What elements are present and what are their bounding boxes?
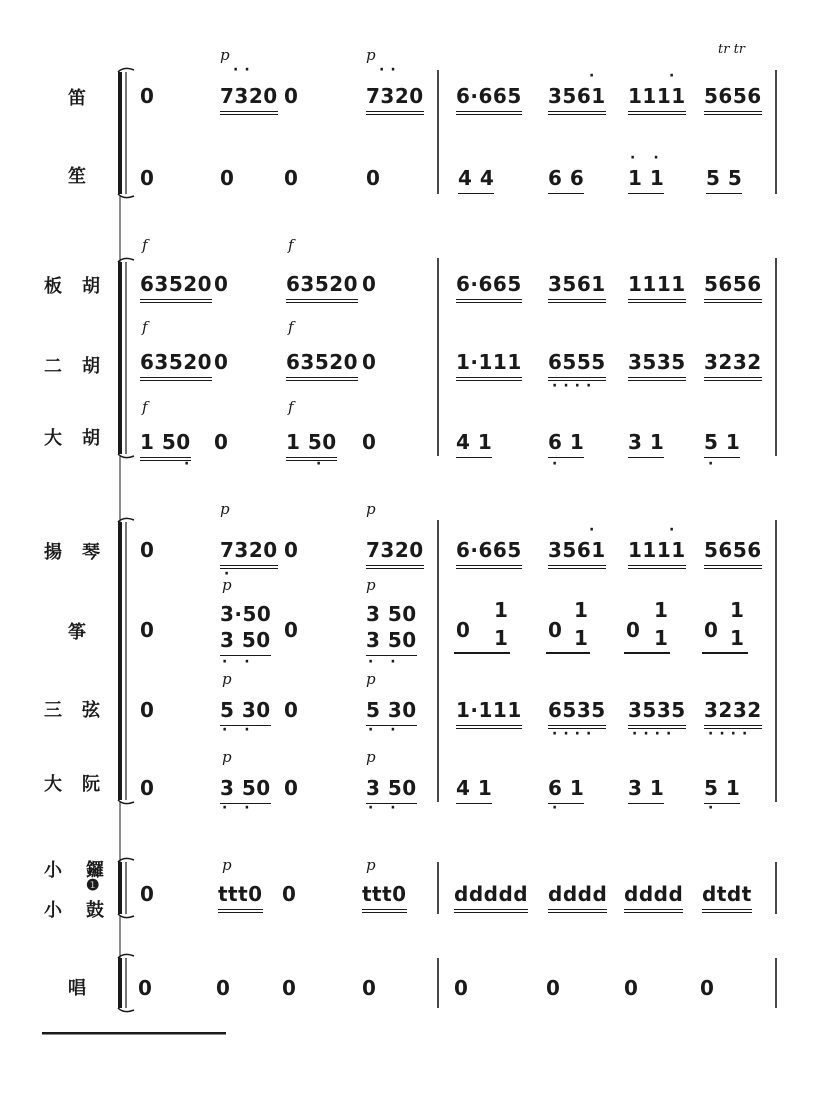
note-cell: 3 1 xyxy=(628,776,664,804)
note-cell: 0 xyxy=(284,618,299,642)
label-banhu-1: 板 xyxy=(44,276,62,297)
dot-mark: · xyxy=(184,456,196,472)
note-cell: 1·111 xyxy=(456,698,522,729)
dot-mark: · xyxy=(316,456,328,472)
note-cell: 3561 xyxy=(548,538,606,569)
note-cell: 1 1 xyxy=(628,166,664,194)
dot-mark: · · xyxy=(222,800,256,816)
group-bracket-vocal xyxy=(118,958,122,1008)
dyn-p: p xyxy=(366,748,376,766)
note-cell: 0 xyxy=(140,882,155,906)
note-cell: 0 xyxy=(140,618,155,642)
dot-mark: · xyxy=(552,800,564,816)
note-cell: 1 xyxy=(654,626,669,650)
note-cell: ttt0 xyxy=(362,882,407,913)
group-bracket-huqin xyxy=(118,262,122,454)
note-cell: 0 xyxy=(140,698,155,722)
dyn-f: f xyxy=(142,236,148,254)
note-cell: 3561 xyxy=(548,84,606,115)
note-cell: 1 xyxy=(730,598,745,622)
note-cell: 63520 xyxy=(286,350,358,381)
label-daruan-2: 阮 xyxy=(82,774,100,795)
note-cell: 1·111 xyxy=(456,350,522,381)
label-yangqin-2: 琴 xyxy=(82,542,100,563)
dot-mark: · xyxy=(669,522,681,538)
note-cell: 0 xyxy=(140,84,155,108)
note-cell: 1 xyxy=(494,626,509,650)
dot-mark: ·· xyxy=(630,150,677,166)
dyn-f: f xyxy=(288,398,294,416)
note-cell: 6·665 xyxy=(456,272,522,303)
label-sanxian-1: 三 xyxy=(44,700,62,721)
note-cell: 7320 xyxy=(220,84,278,115)
note-cell: 1 xyxy=(730,626,745,650)
dyn-p: p xyxy=(222,748,232,766)
note-cell: 0 xyxy=(138,976,153,1000)
note-cell: 0 xyxy=(362,976,377,1000)
group-bracket-winds xyxy=(118,72,122,194)
dot-mark: · xyxy=(224,566,236,582)
dyn-f: f xyxy=(288,236,294,254)
dot-mark: ···· xyxy=(632,726,678,742)
note-cell: 63520 xyxy=(140,350,212,381)
note-cell: 0 xyxy=(456,618,471,642)
dot-mark: · xyxy=(708,456,720,472)
note-cell: dddd xyxy=(548,882,607,913)
note-cell: 4 4 xyxy=(458,166,494,194)
note-cell: 1 xyxy=(574,598,589,622)
note-cell: 1111 xyxy=(628,538,686,569)
note-cell: 5656 xyxy=(704,538,762,569)
dot-mark: · xyxy=(708,800,720,816)
note-cell: 1111 xyxy=(628,272,686,303)
note-cell: 1 xyxy=(574,626,589,650)
dot-mark: · xyxy=(589,68,601,84)
note-cell: 0 xyxy=(220,166,235,190)
note-cell: 0 xyxy=(362,430,377,454)
label-yangqin-1: 揚 xyxy=(44,542,62,563)
note-cell: 0 xyxy=(284,84,299,108)
note-cell: 6535 xyxy=(548,698,606,729)
note-cell: 5656 xyxy=(704,272,762,303)
note-cell: ttt0 xyxy=(218,882,263,913)
note-cell: 0 xyxy=(282,976,297,1000)
note-cell: 7320 xyxy=(366,538,424,569)
underline xyxy=(546,652,590,654)
note-cell: 0 xyxy=(214,430,229,454)
note-cell: 6·665 xyxy=(456,538,522,569)
label-banhu-2: 胡 xyxy=(82,276,100,297)
label-dizi: 笛 xyxy=(68,88,86,109)
dyn-p: p xyxy=(366,670,376,688)
underline xyxy=(624,652,670,654)
dot-mark: · · xyxy=(368,722,402,738)
label-xiaogu-2: 鼓 xyxy=(86,900,104,921)
dot-mark: ···· xyxy=(552,378,598,394)
note-cell: 0 xyxy=(140,538,155,562)
note-cell: 3 50 xyxy=(366,776,417,804)
label-dahu-2: 胡 xyxy=(82,428,100,449)
label-xiaogu-1: 小 xyxy=(44,900,62,921)
perc-marker-icon: ❶ xyxy=(86,876,100,894)
note-cell: 0 xyxy=(284,698,299,722)
note-cell: 3535 xyxy=(628,698,686,729)
dot-mark: · xyxy=(589,522,601,538)
dyn-p: p xyxy=(222,576,232,594)
dyn-p: p xyxy=(366,576,376,594)
dyn-p: p xyxy=(366,46,376,64)
note-cell: 0 xyxy=(362,272,377,296)
note-cell: 0 xyxy=(366,166,381,190)
note-cell: 3 50 xyxy=(220,628,271,656)
note-cell: 0 xyxy=(546,976,561,1000)
note-cell: 1 50 xyxy=(140,430,191,461)
note-cell: 1111 xyxy=(628,84,686,115)
note-cell: 6 6 xyxy=(548,166,584,194)
label-sanxian-2: 弦 xyxy=(82,700,100,721)
dot-mark: · xyxy=(669,68,681,84)
note-cell: ddddd xyxy=(454,882,528,913)
note-cell: 6555 xyxy=(548,350,606,381)
label-xiaoluo-1: 小 xyxy=(44,860,62,881)
note-cell: 0 xyxy=(626,618,641,642)
trill-mark: tr tr xyxy=(718,42,746,57)
note-cell: 0 xyxy=(214,350,229,374)
note-cell: 6 1 xyxy=(548,776,584,804)
note-cell: 0 xyxy=(284,166,299,190)
note-cell: 4 1 xyxy=(456,776,492,804)
dot-mark: ···· xyxy=(552,726,598,742)
note-cell: 5 30 xyxy=(220,698,271,726)
dot-mark: · · xyxy=(222,654,256,670)
note-cell: 0 xyxy=(454,976,469,1000)
note-cell: 7320 xyxy=(366,84,424,115)
note-cell: 3561 xyxy=(548,272,606,303)
dyn-p: p xyxy=(222,856,232,874)
note-cell: 3 50 xyxy=(220,776,271,804)
note-cell: 0 xyxy=(284,538,299,562)
dyn-p: p xyxy=(366,500,376,518)
note-cell: 63520 xyxy=(286,272,358,303)
note-cell: 5 1 xyxy=(704,430,740,458)
note-cell: 3535 xyxy=(628,350,686,381)
dyn-p: p xyxy=(220,500,230,518)
note-cell: dddd xyxy=(624,882,683,913)
note-cell: 3 50 xyxy=(366,628,417,656)
dot-mark: · · xyxy=(368,654,402,670)
note-cell: 0 xyxy=(700,976,715,1000)
dyn-p: p xyxy=(222,670,232,688)
label-erhu-1: 二 xyxy=(44,356,62,377)
dyn-p: p xyxy=(366,856,376,874)
dyn-p: p xyxy=(220,46,230,64)
dot-mark: ·· xyxy=(379,62,402,78)
label-dahu-1: 大 xyxy=(44,428,62,449)
note-cell: 3232 xyxy=(704,698,762,729)
note-cell: 0 xyxy=(140,776,155,800)
group-bracket-perc xyxy=(118,862,122,914)
note-cell: 5 5 xyxy=(706,166,742,194)
note-cell: 0 xyxy=(704,618,719,642)
note-cell: 0 xyxy=(362,350,377,374)
dot-mark: ···· xyxy=(708,726,754,742)
footnote-rule xyxy=(42,1032,226,1035)
note-cell: 5 30 xyxy=(366,698,417,726)
note-cell: 1 50 xyxy=(286,430,337,461)
note-cell: 3232 xyxy=(704,350,762,381)
underline xyxy=(702,652,748,654)
note-cell: 6 1 xyxy=(548,430,584,458)
note-cell: 0 xyxy=(624,976,639,1000)
dot-mark: · · xyxy=(222,722,256,738)
dot-mark: · xyxy=(552,456,564,472)
note-cell: 3 50 xyxy=(366,602,417,626)
dyn-f: f xyxy=(142,318,148,336)
note-cell: 1 xyxy=(654,598,669,622)
label-daruan-1: 大 xyxy=(44,774,62,795)
note-cell: 0 xyxy=(140,166,155,190)
note-cell: 3 1 xyxy=(628,430,664,458)
note-cell: 0 xyxy=(214,272,229,296)
note-cell: 5 1 xyxy=(704,776,740,804)
label-zheng: 筝 xyxy=(68,622,86,643)
note-cell: 7320 xyxy=(220,538,278,569)
note-cell: 3·50 xyxy=(220,602,272,626)
note-cell: 6·665 xyxy=(456,84,522,115)
note-cell: 0 xyxy=(216,976,231,1000)
dot-mark: · · xyxy=(368,800,402,816)
group-bracket-plucked xyxy=(118,522,122,800)
dyn-f: f xyxy=(142,398,148,416)
underline xyxy=(454,652,510,654)
note-cell: 0 xyxy=(548,618,563,642)
label-sheng: 笙 xyxy=(68,166,86,187)
note-cell: dtdt xyxy=(702,882,752,913)
label-chang: 唱 xyxy=(68,978,86,999)
dot-mark: ·· xyxy=(233,62,256,78)
note-cell: 4 1 xyxy=(456,430,492,458)
label-erhu-2: 胡 xyxy=(82,356,100,377)
note-cell: 5656 xyxy=(704,84,762,115)
note-cell: 1 xyxy=(494,598,509,622)
dyn-f: f xyxy=(288,318,294,336)
note-cell: 63520 xyxy=(140,272,212,303)
label-xiaoluo-2: 鑼 xyxy=(86,860,104,881)
note-cell: 0 xyxy=(282,882,297,906)
note-cell: 0 xyxy=(284,776,299,800)
